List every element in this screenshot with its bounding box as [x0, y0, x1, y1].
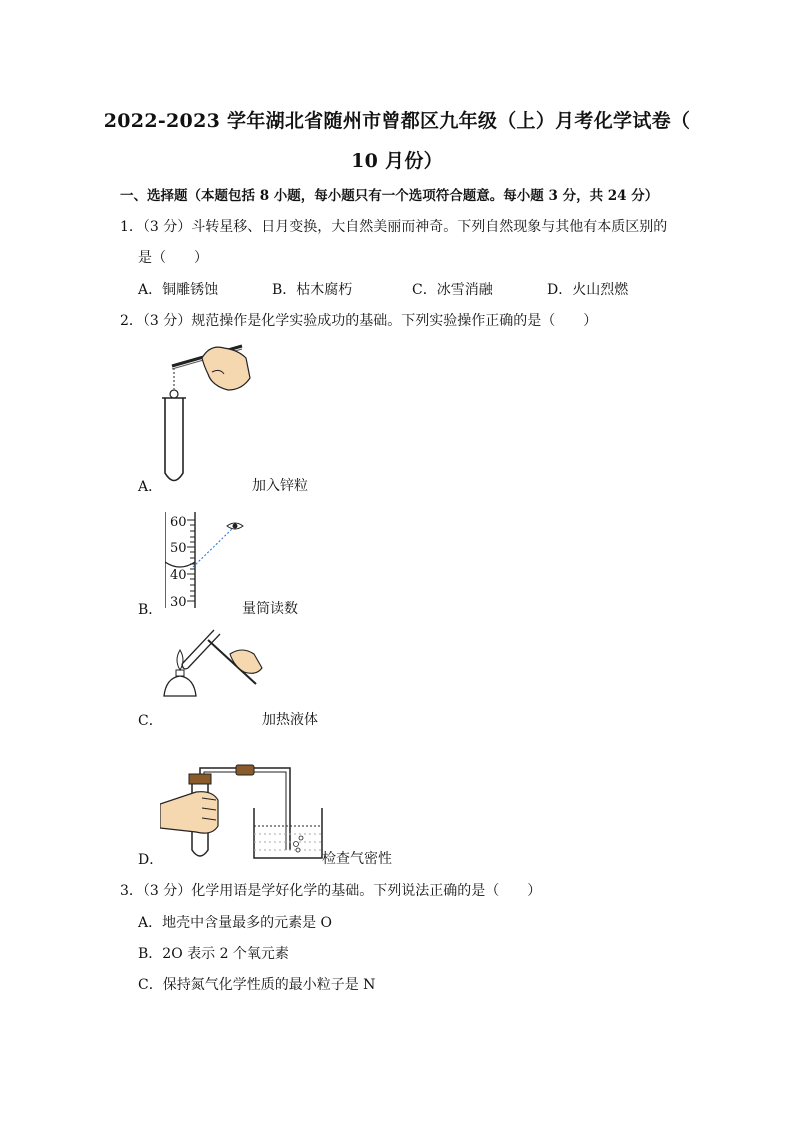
q3-stem: 3．（3 分）化学用语是学好化学的基础。下列说法正确的是（ ）	[120, 883, 542, 899]
q2-option-d-letter: D．	[138, 852, 164, 868]
figure-add-zinc	[150, 338, 260, 488]
section-header: 一、选择题（本题包括 8 小题，每小题只有一个选项符合题意。每小题 3 分，共 24 分）	[120, 188, 659, 204]
q3-option-c: C．保持氮气化学性质的最小粒子是 N	[138, 977, 376, 993]
q3-option-b: B．2O 表示 2 个氧元素	[138, 946, 289, 962]
q1-option-b: B．枯木腐朽	[272, 282, 353, 298]
q1-option-c: C．冰雪消融	[412, 282, 493, 298]
q1-option-d: D．火山烈燃	[547, 282, 629, 298]
q2-option-b-letter: B．	[138, 602, 163, 618]
cylinder-tick-60: 60	[170, 515, 187, 530]
exam-title-line2: 10 月份）	[351, 150, 443, 172]
q2-option-a-caption: 加入锌粒	[252, 478, 308, 494]
q2-option-c-letter: C．	[138, 713, 163, 729]
cylinder-tick-40: 40	[170, 568, 187, 583]
q1-stem-line1: 1．（3 分）斗转星移、日月变换，大自然美丽而神奇。下列自然现象与其他有本质区别的	[120, 219, 668, 235]
q2-option-a-letter: A．	[138, 479, 163, 495]
q2-option-d-caption: 检查气密性	[322, 851, 392, 867]
q2-option-b-caption: 量筒读数	[242, 601, 298, 617]
q1-option-a: A．铜雕锈蚀	[138, 282, 219, 298]
cylinder-tick-50: 50	[170, 541, 187, 556]
cylinder-tick-30: 30	[170, 595, 187, 610]
figure-check-airtightness	[160, 764, 330, 864]
figure-heat-liquid	[158, 626, 268, 706]
exam-title-line1: 2022-2023 学年湖北省随州市曾都区九年级（上）月考化学试卷（	[103, 110, 691, 132]
q1-stem-line2: 是（ ）	[138, 250, 208, 266]
q2-option-c-caption: 加热液体	[262, 712, 318, 728]
q2-stem: 2．（3 分）规范操作是化学实验成功的基础。下列实验操作正确的是（ ）	[120, 313, 598, 329]
q3-option-a: A．地壳中含量最多的元素是 O	[138, 915, 333, 931]
